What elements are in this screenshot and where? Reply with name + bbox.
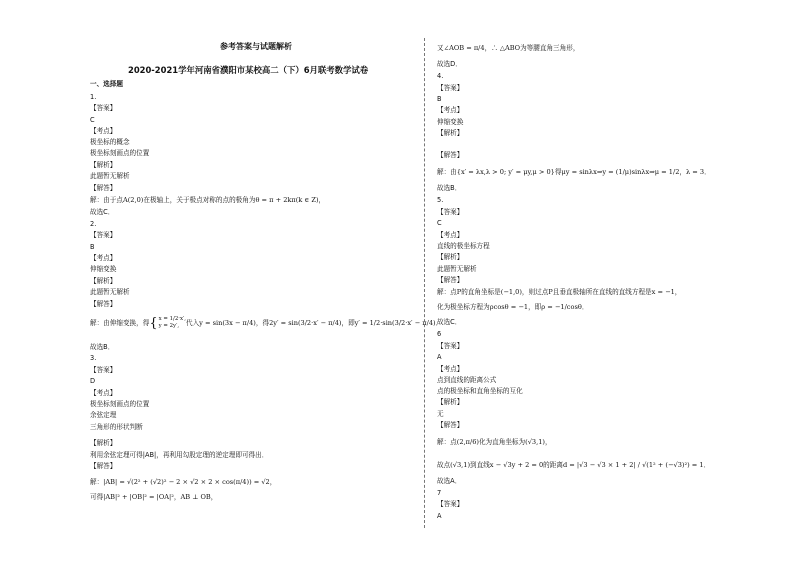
answer-line: 【解析】: [437, 129, 464, 137]
answer-line: 【解答】: [90, 462, 117, 470]
answer-line: 三角形的形状判断: [90, 423, 143, 431]
answer-line: 伸缩变换: [90, 265, 117, 273]
answer-line: 【考点】: [437, 365, 464, 373]
answer-line: 【答案】: [437, 500, 464, 508]
q2-solution-formula: [90, 316, 442, 330]
answer-line: 解：|AB| = √(2² + (√2)² − 2 × √2 × 2 × cos(π/4)) = √2，: [90, 478, 277, 486]
answer-line: 【考点】: [437, 106, 464, 114]
answer-line: 直线的极坐标方程: [437, 242, 490, 250]
answer-line: 【解答】: [90, 184, 117, 192]
answer-line: 1.: [90, 93, 97, 101]
answer-line: 【解析】: [437, 253, 464, 261]
answer-line: 伸缩变换: [437, 118, 464, 126]
answer-line: 【答案】: [437, 208, 464, 216]
answer-line: 此题暂无解析: [90, 288, 130, 296]
answer-line: 余弦定理: [90, 411, 117, 419]
answer-line: 【解析】: [90, 439, 117, 447]
answer-line: 【答案】: [437, 342, 464, 350]
system-row: x = 1/2·x′,: [158, 316, 186, 322]
answer-line: 【答案】: [437, 84, 464, 92]
answer-line: 点的极坐标和直角坐标的互化: [437, 387, 523, 395]
answer-line: 故选C．: [90, 208, 115, 216]
answer-line: 点到直线的距离公式: [437, 376, 497, 384]
answer-line: 【考点】: [90, 127, 117, 135]
answer-line: 【解答】: [90, 300, 117, 308]
answer-line: 故选A．: [437, 477, 462, 485]
answer-line: 【解答】: [437, 151, 464, 159]
answer-line: 5.: [437, 196, 444, 204]
answer-line: 利用余弦定理可得|AB|，再利用勾股定理的逆定理即可得出．: [90, 451, 269, 459]
q2-prefix: 解：由伸缩变换，得: [90, 319, 150, 327]
system-row: y = 2y′,: [158, 323, 180, 329]
answer-line: 此题暂无解析: [90, 172, 130, 180]
answer-line: 3.: [90, 354, 97, 362]
answer-line: C: [437, 219, 442, 227]
answer-line: 【考点】: [437, 231, 464, 239]
answer-line: 极坐标刻画点的位置: [90, 149, 150, 157]
answer-line: 故选B．: [90, 343, 115, 351]
answer-line: 故选B．: [437, 184, 462, 192]
answer-line: 【解析】: [437, 398, 464, 406]
answer-line: 可得|AB|² + |OB|² = |OA|²，AB ⊥ OB，: [90, 493, 218, 501]
answer-line: 【答案】: [90, 104, 117, 112]
answer-line: 【解答】: [437, 276, 464, 284]
answer-line: 解：由{x′ = λx,λ > 0; y′ = μy,μ > 0}得μy = sinλx⇒y = (1/μ)sinλx⇒μ = 1/2，λ = 3．: [437, 168, 711, 176]
answer-line: 解：点P的直角坐标是(−1,0)，则过点P且垂直极轴所在直线的直线方程是x = −1，: [437, 288, 682, 296]
answer-line: 解：点(2,π/6)化为直角坐标为(√3,1)，: [437, 438, 552, 446]
answer-line: 无: [437, 410, 444, 418]
equation-system: [159, 316, 186, 330]
answer-line: 【解析】: [90, 277, 117, 285]
answer-line: 【考点】: [90, 389, 117, 397]
answer-line: 故点(√3,1)到直线x − √3y + 2 = 0的距离d = |√3 − √3 × 1 + 2| / √(1² + (−√3)²) = 1．: [437, 461, 711, 469]
answer-line: 化为极坐标方程为ρcosθ = −1，即ρ = −1/cosθ．: [437, 303, 589, 311]
answer-line: 【答案】: [90, 231, 117, 239]
answer-line: 【解答】: [437, 421, 464, 429]
column-divider: [424, 38, 425, 528]
answer-line: 极坐标刻画点的位置: [90, 400, 150, 408]
answer-line: 此题暂无解析: [437, 265, 477, 273]
answer-line: D: [90, 377, 96, 385]
answer-line: B: [90, 243, 95, 251]
answer-line: 故选D．: [437, 60, 462, 68]
answer-line: 解：由于点A(2,0)在极轴上，关于极点对称的点的极角为θ = π + 2kπ(k ∈ Z)，: [90, 196, 326, 204]
answer-line: C: [90, 116, 95, 124]
answer-line: 【解析】: [90, 161, 117, 169]
answer-line: 又∠AOB = π/4，∴ △ABO为等腰直角三角形，: [437, 44, 580, 52]
answer-line: A: [437, 512, 442, 520]
section-heading: 一、选择题: [90, 80, 123, 88]
exam-title: 2020-2021学年河南省濮阳市某校高二（下）6月联考数学试卷: [128, 65, 369, 75]
answer-line: 4.: [437, 72, 444, 80]
answer-line: 2.: [90, 220, 97, 228]
answer-line: 【考点】: [90, 254, 117, 262]
answer-line: 故选C．: [437, 318, 462, 326]
answer-line: 【答案】: [90, 366, 117, 374]
answer-line: 6: [437, 330, 442, 338]
q2-substitution: 代入y = sin(3x − π/4)，得2y′ = sin(3/2·x′ − π/4)，即y′ = 1/2·sin(3/2·x′ − π/4)．: [185, 319, 443, 327]
brace-symbol: {: [149, 315, 158, 331]
page-title: 参考答案与试题解析: [220, 42, 292, 51]
answer-line: B: [437, 95, 442, 103]
answer-line: 7: [437, 489, 442, 497]
answer-line: A: [437, 353, 442, 361]
answer-line: 极坐标的概念: [90, 138, 130, 146]
